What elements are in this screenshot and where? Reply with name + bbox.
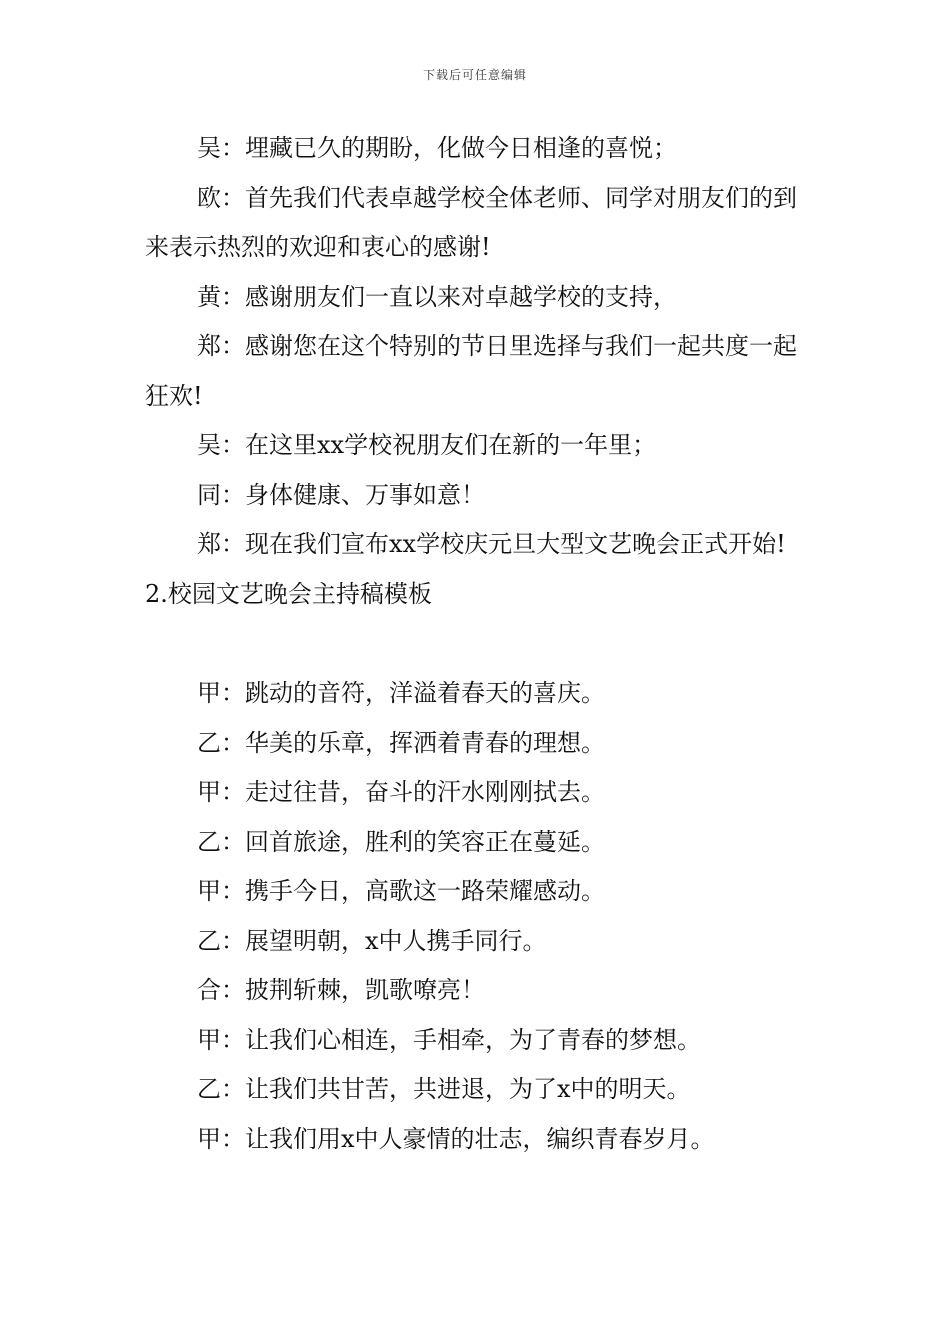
script-line: 甲：让我们用x中人豪情的壮志，编织青春岁月。 — [197, 1124, 715, 1153]
script-line: 吴：埋藏已久的期盼，化做今日相逢的喜悦； — [197, 134, 677, 162]
section-heading: 2.校园文艺晚会主持稿模板 — [145, 579, 432, 608]
script-line: 黄：感谢朋友们一直以来对卓越学校的支持， — [197, 282, 677, 311]
script-line: 甲：走过往昔，奋斗的汗水刚刚拭去。 — [197, 778, 605, 806]
script-line: 乙：让我们共甘苦，共进退，为了x中的明天。 — [197, 1075, 691, 1103]
script-line: 欧：首先我们代表卓越学校全体老师、同学对朋友们的到来表示热烈的欢迎和衷心的感谢! — [145, 183, 797, 261]
script-line: 乙：回首旅途，胜利的笑容正在蔓延。 — [197, 827, 605, 856]
script-line: 甲：跳动的音符，洋溢着春天的喜庆。 — [197, 679, 605, 707]
script-line: 郑：感谢您在这个特别的节日里选择与我们一起共度一起狂欢! — [145, 332, 797, 410]
blank-line — [145, 619, 810, 669]
script-line: 郑：现在我们宣布xx学校庆元旦大型文艺晚会正式开始! — [197, 530, 786, 558]
script-line: 乙：展望明朝，x中人携手同行。 — [197, 926, 547, 955]
script-line: 合：披荆斩棘，凯歌嘹亮！ — [197, 976, 485, 1004]
page-header-note: 下载后可任意编辑 — [422, 68, 527, 82]
script-line: 同：身体健康、万事如意！ — [197, 480, 485, 509]
script-line: 甲：让我们心相连，手相牵，为了青春的梦想。 — [197, 1025, 701, 1054]
script-line: 甲：携手今日，高歌这一路荣耀感动。 — [197, 877, 605, 905]
script-line: 乙：华美的乐章，挥洒着青春的理想。 — [197, 728, 605, 757]
script-line: 吴：在这里xx学校祝朋友们在新的一年里； — [197, 431, 657, 459]
document-body — [145, 124, 810, 1164]
